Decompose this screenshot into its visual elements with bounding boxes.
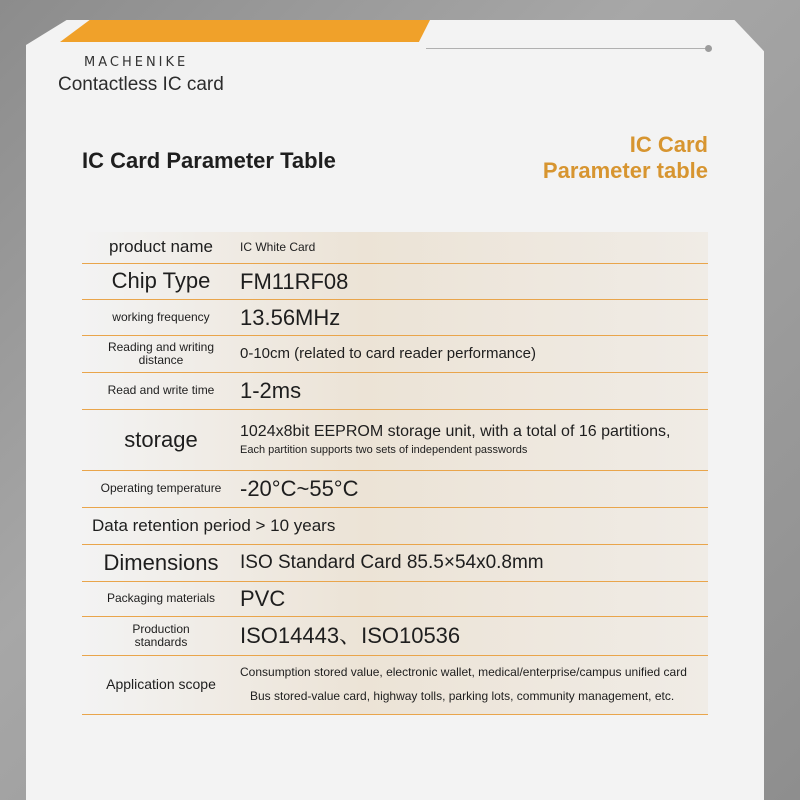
table-row-retention <box>82 508 708 545</box>
row-value: 13.56MHz <box>240 304 341 330</box>
row-value: PVC <box>240 586 286 612</box>
brand-logo: MACHENIKE <box>84 55 189 70</box>
row-label: Application scope <box>106 676 216 693</box>
row-label <box>82 623 240 649</box>
row-value: ISO Standard Card 85.5×54x0.8mm <box>240 552 544 574</box>
row-value: ISO14443、ISO10536 <box>240 623 461 649</box>
row-label-line2: standards <box>134 635 188 649</box>
row-full-text: Data retention period > 10 years <box>92 516 336 535</box>
header-rule <box>426 48 708 49</box>
row-value <box>240 666 708 704</box>
row-label: Operating temperature <box>100 481 222 496</box>
page-title: IC Card Parameter Table <box>82 148 336 173</box>
table-row-rw-time <box>82 373 708 410</box>
product-subtitle: Contactless IC card <box>58 74 224 95</box>
row-label <box>82 341 240 367</box>
row-value-line1: Consumption stored value, electronic wallet, medical/enterprise/campus unified card <box>240 665 687 680</box>
table-row-scope <box>82 656 708 715</box>
side-title-line1: IC Card <box>629 132 708 157</box>
side-title-line2: Parameter table <box>542 158 708 183</box>
header-dot <box>705 45 712 52</box>
table-row-dimensions <box>82 545 708 582</box>
table-row-chip-type <box>82 264 708 300</box>
row-label: Chip Type <box>111 268 211 294</box>
row-value: 1-2ms <box>240 378 302 404</box>
table-row-storage <box>82 410 708 471</box>
row-label-line2: distance <box>138 353 184 367</box>
row-label: working frequency <box>112 309 210 324</box>
row-value: IC White Card <box>240 239 316 254</box>
row-label: storage <box>124 426 198 452</box>
table-row-product-name <box>82 232 708 264</box>
row-value: -20°C~55°C <box>240 476 359 502</box>
table-row-distance <box>82 336 708 373</box>
row-value-line2: Each partition supports two sets of independent passwords <box>240 444 528 457</box>
row-value: FM11RF08 <box>240 268 349 294</box>
row-value-line2: Bus stored-value card, highway tolls, parking lots, community management, etc. <box>250 689 675 703</box>
row-label: Dimensions <box>103 549 219 575</box>
row-value-line1: 1024x8bit EEPROM storage unit, with a total of 16 partitions, <box>240 422 671 440</box>
row-value <box>240 423 708 457</box>
table-row-temperature <box>82 471 708 508</box>
row-value: 0-10cm (related to card reader performance) <box>240 345 536 363</box>
table-row-standards <box>82 617 708 656</box>
table-row-frequency <box>82 300 708 336</box>
table-row-packaging <box>82 582 708 617</box>
row-label-line1: Production <box>132 621 190 636</box>
row-label-line1: Reading and writing <box>107 339 215 354</box>
row-label: Packaging materials <box>106 591 216 606</box>
parameter-table <box>82 232 708 715</box>
row-label: product name <box>109 237 213 257</box>
side-title <box>543 132 708 184</box>
accent-tab <box>60 20 430 42</box>
row-label: Read and write time <box>107 383 215 398</box>
